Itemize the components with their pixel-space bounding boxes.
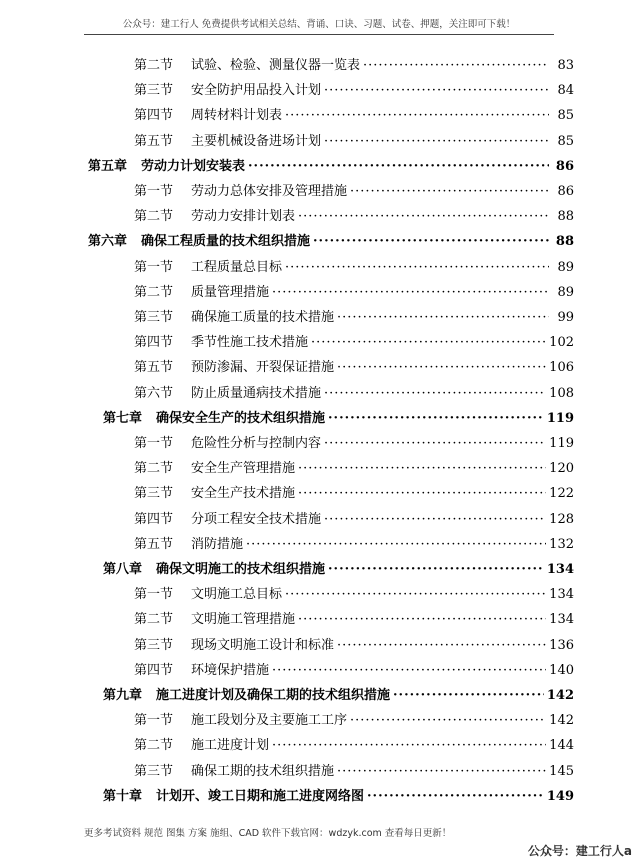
toc-entry-page: 134 (546, 562, 574, 577)
page-header: 公众号：建工行人 免费提供考试相关总结、背诵、口诀、习题、试卷、押题，关注即可下载！ (122, 19, 516, 30)
toc-chapter-entry[interactable] (103, 410, 574, 428)
toc-entry-number: 第四节 (134, 335, 174, 351)
toc-entry-page: 142 (549, 713, 574, 729)
toc-entry-title: 施工段划分及主要施工工序 (191, 713, 348, 729)
toc-entry-title: 安全生产技术措施 (191, 486, 296, 502)
toc-section-entry[interactable] (134, 309, 574, 327)
toc-section-entry[interactable] (134, 82, 574, 100)
toc-entry-page: 119 (546, 410, 574, 426)
toc-entry-page: 142 (546, 688, 574, 703)
toc-section-entry[interactable] (134, 334, 574, 352)
toc-entry-title: 质量管理措施 (191, 284, 270, 300)
toc-entry-title: 现场文明施工设计和标准 (191, 637, 335, 653)
header-divider (84, 34, 554, 35)
toc-chapter-entry[interactable] (103, 687, 574, 705)
toc-section-entry[interactable] (134, 183, 574, 201)
toc-entry-title: 施工进度计划 (191, 738, 270, 754)
toc-dot-leader (298, 485, 546, 503)
toc-entry-title: 消防措施 (191, 536, 244, 552)
toc-entry-title: 劳动力计划安装表 (141, 158, 246, 174)
toc-entry-page: 134 (549, 612, 574, 628)
toc-entry-page: 89 (557, 284, 574, 300)
toc-entry-number: 第五节 (134, 536, 174, 552)
toc-entry-title: 确保安全生产的技术组织措施 (156, 410, 326, 426)
toc-entry-number: 第七章 (103, 410, 143, 426)
toc-dot-leader (337, 637, 546, 655)
toc-entry-title: 季节性施工技术措施 (191, 335, 309, 351)
toc-entry-title: 确保工程质量的技术组织措施 (141, 234, 311, 250)
toc-dot-leader (248, 158, 549, 176)
toc-entry-number: 第四节 (134, 662, 174, 678)
toc-entry-number: 第九章 (103, 688, 143, 703)
toc-entry-page: 108 (549, 385, 574, 401)
toc-entry-page: 140 (549, 662, 574, 678)
toc-entry-title: 试验、检验、测量仪器一览表 (191, 58, 361, 73)
toc-entry-page: 136 (549, 637, 574, 653)
toc-entry-page: 99 (557, 310, 574, 325)
toc-entry-page: 83 (557, 58, 574, 73)
toc-entry-title: 安全生产管理措施 (191, 461, 296, 477)
toc-dot-leader (272, 662, 546, 680)
toc-entry-number: 第五节 (134, 133, 174, 149)
toc-dot-leader (324, 511, 546, 529)
toc-entry-page: 134 (549, 587, 574, 603)
toc-entry-page: 128 (549, 511, 574, 527)
watermark-text: 公众号：建工行人a (527, 844, 632, 858)
toc-entry-number: 第二节 (134, 461, 174, 477)
toc-entry-page: 86 (557, 184, 574, 199)
toc-entry-page: 86 (555, 158, 574, 174)
toc-dot-leader (298, 460, 546, 478)
toc-entry-number: 第三节 (134, 83, 174, 99)
toc-dot-leader (367, 788, 544, 806)
toc-entry-number: 第一节 (134, 436, 174, 451)
toc-entry-page: 84 (557, 83, 574, 99)
toc-entry-page: 120 (549, 461, 574, 477)
toc-entry-number: 第五章 (88, 158, 128, 174)
toc-dot-leader (337, 359, 546, 377)
toc-entry-page: 88 (555, 234, 574, 250)
toc-entry-number: 第五节 (134, 360, 174, 376)
toc-dot-leader (324, 385, 546, 403)
toc-section-entry[interactable] (134, 284, 574, 302)
toc-section-entry[interactable] (134, 133, 574, 151)
toc-entry-number: 第六节 (134, 385, 174, 401)
toc-dot-leader (324, 435, 546, 453)
toc-entry-page: 89 (557, 259, 574, 275)
toc-entry-number: 第二节 (134, 209, 174, 225)
toc-entry-title: 确保施工质量的技术措施 (191, 310, 335, 325)
toc-entry-title: 主要机械设备进场计划 (191, 133, 322, 149)
toc-section-entry[interactable] (134, 57, 574, 75)
toc-dot-leader (350, 183, 549, 201)
toc-entry-title: 劳动力总体安排及管理措施 (191, 184, 348, 199)
toc-entry-page: 144 (549, 738, 574, 754)
toc-section-entry[interactable] (134, 536, 574, 554)
toc-entry-number: 第十章 (103, 788, 143, 804)
toc-entry-page: 149 (546, 788, 574, 804)
toc-entry-number: 第二节 (134, 738, 174, 754)
toc-dot-leader (337, 309, 549, 327)
toc-entry-number: 第三节 (134, 763, 174, 779)
toc-dot-leader (285, 586, 546, 604)
toc-dot-leader (311, 334, 546, 352)
toc-chapter-entry[interactable] (88, 158, 574, 176)
toc-entry-page: 88 (557, 209, 574, 225)
toc-dot-leader (272, 284, 549, 302)
toc-dot-leader (324, 82, 549, 100)
toc-dot-leader (337, 763, 546, 781)
toc-entry-number: 第一节 (134, 587, 174, 603)
toc-dot-leader (324, 133, 549, 151)
toc-dot-leader (298, 208, 549, 226)
toc-section-entry[interactable] (134, 259, 574, 277)
toc-section-entry[interactable] (134, 385, 574, 403)
toc-section-entry[interactable] (134, 511, 574, 529)
toc-entry-title: 施工进度计划及确保工期的技术组织措施 (156, 688, 391, 703)
toc-entry-number: 第二节 (134, 58, 174, 73)
toc-entry-number: 第二节 (134, 612, 174, 628)
toc-entry-page: 85 (557, 133, 574, 149)
toc-dot-leader (363, 57, 549, 75)
toc-section-entry[interactable] (134, 107, 574, 125)
toc-entry-number: 第四节 (134, 108, 174, 124)
toc-entry-title: 劳动力安排计划表 (191, 209, 296, 225)
toc-entry-title: 确保文明施工的技术组织措施 (156, 562, 326, 577)
toc-section-entry[interactable] (134, 435, 574, 453)
toc-entry-title: 文明施工总目标 (191, 587, 283, 603)
toc-entry-title: 环境保护措施 (191, 662, 270, 678)
toc-entry-page: 145 (549, 763, 574, 779)
toc-entry-title: 周转材料计划表 (191, 108, 283, 124)
toc-chapter-entry[interactable] (103, 788, 574, 806)
toc-section-entry[interactable] (134, 586, 574, 604)
toc-entry-title: 安全防护用品投入计划 (191, 83, 322, 99)
toc-dot-leader (298, 611, 546, 629)
toc-section-entry[interactable] (134, 712, 574, 730)
toc-section-entry[interactable] (134, 485, 574, 503)
toc-section-entry[interactable] (134, 208, 574, 226)
toc-entry-title: 确保工期的技术组织措施 (191, 763, 335, 779)
toc-entry-title: 防止质量通病技术措施 (191, 385, 322, 401)
toc-entry-page: 122 (549, 486, 574, 502)
toc-entry-number: 第三节 (134, 637, 174, 653)
toc-section-entry[interactable] (134, 460, 574, 478)
toc-entry-title: 计划开、竣工日期和施工进度网络图 (156, 788, 365, 804)
page-footer: 更多考试资料 规范 图集 方案 施组、CAD 软件下载官网：wdzyk.com 查看每日更新！ (84, 828, 452, 839)
toc-entry-number: 第三节 (134, 310, 174, 325)
toc-entry-number: 第一节 (134, 713, 174, 729)
toc-entry-number: 第八章 (103, 562, 143, 577)
toc-dot-leader (313, 233, 549, 251)
toc-dot-leader (393, 687, 544, 705)
toc-entry-number: 第一节 (134, 259, 174, 275)
toc-section-entry[interactable] (134, 763, 574, 781)
toc-chapter-entry[interactable] (88, 233, 574, 251)
toc-entry-page: 132 (549, 536, 574, 552)
toc-entry-page: 106 (549, 360, 574, 376)
toc-section-entry[interactable] (134, 662, 574, 680)
toc-dot-leader (350, 712, 546, 730)
toc-entry-number: 第二节 (134, 284, 174, 300)
toc-dot-leader (272, 737, 546, 755)
toc-entry-title: 工程质量总目标 (191, 259, 283, 275)
toc-section-entry[interactable] (134, 359, 574, 377)
toc-entry-number: 第一节 (134, 184, 174, 199)
toc-dot-leader (328, 561, 544, 579)
toc-entry-title: 危险性分析与控制内容 (191, 436, 322, 451)
toc-entry-page: 102 (549, 335, 574, 351)
toc-dot-leader (246, 536, 546, 554)
toc-entry-title: 文明施工管理措施 (191, 612, 296, 628)
toc-entry-page: 119 (549, 436, 574, 451)
toc-dot-leader (328, 410, 544, 428)
toc-dot-leader (285, 259, 549, 277)
toc-entry-title: 预防渗漏、开裂保证措施 (191, 360, 335, 376)
toc-entry-number: 第四节 (134, 511, 174, 527)
toc-entry-number: 第三节 (134, 486, 174, 502)
toc-entry-title: 分项工程安全技术措施 (191, 511, 322, 527)
toc-dot-leader (285, 107, 549, 125)
toc-entry-number: 第六章 (88, 234, 128, 250)
toc-section-entry[interactable] (134, 611, 574, 629)
toc-section-entry[interactable] (134, 737, 574, 755)
toc-entry-page: 85 (557, 108, 574, 124)
toc-section-entry[interactable] (134, 637, 574, 655)
toc-chapter-entry[interactable] (103, 561, 574, 579)
